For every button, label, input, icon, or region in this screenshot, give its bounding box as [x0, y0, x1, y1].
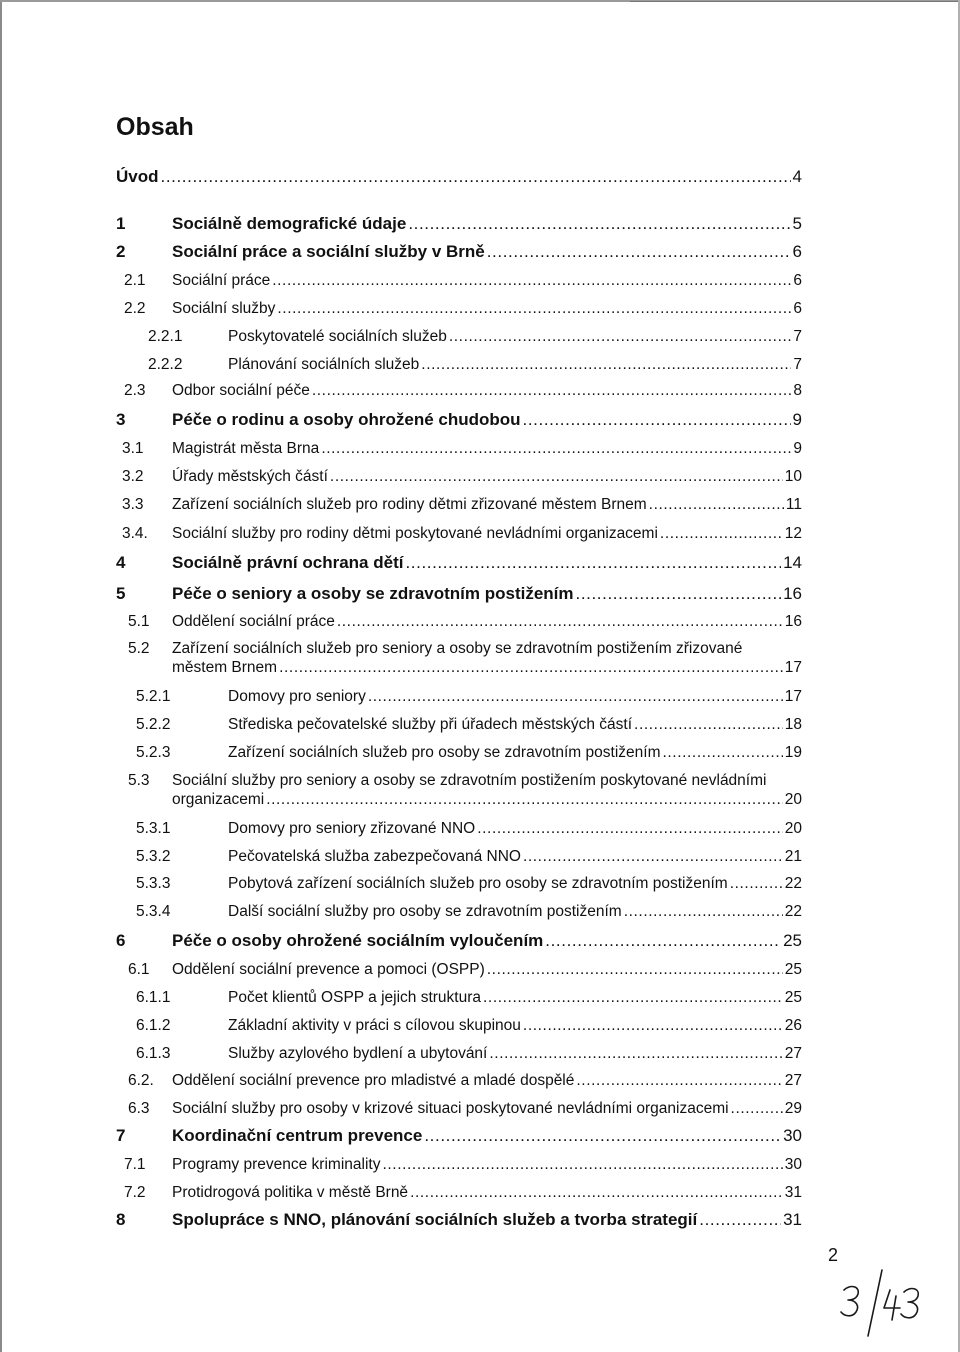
toc-entry[interactable] — [116, 1210, 802, 1229]
toc-entry[interactable] — [116, 410, 802, 429]
leader-dots — [730, 874, 783, 893]
toc-entry-label: Střediska pečovatelské služby při úřadech městských částí — [228, 716, 633, 733]
toc-entry-page: 5 — [792, 214, 802, 233]
toc-entry-page: 22 — [784, 875, 802, 892]
leader-dots — [699, 1210, 781, 1229]
toc-entry-page: 16 — [784, 613, 802, 630]
toc-entry-number: 3.3 — [122, 496, 144, 513]
toc-entry[interactable] — [116, 553, 802, 572]
toc-entry-label: Sociálně demografické údaje — [172, 214, 407, 233]
toc-entry-label: Úřady městských částí — [172, 468, 328, 485]
leader-dots — [576, 584, 782, 603]
toc-entry[interactable] — [116, 988, 802, 1007]
toc-entry-label: Péče o rodinu a osoby ohrožené chudobou — [172, 410, 521, 429]
toc-entry[interactable] — [116, 1183, 802, 1202]
toc-entry-number: 6.3 — [128, 1100, 150, 1117]
toc-entry-page: 16 — [783, 584, 802, 603]
toc-entry-page: 12 — [784, 525, 802, 542]
toc-entry[interactable] — [116, 743, 802, 762]
toc-entry-page: 11 — [785, 496, 802, 513]
toc-entry-page: 31 — [783, 1210, 802, 1229]
toc-entry-label: Počet klientů OSPP a jejich struktura — [228, 989, 482, 1006]
toc-entry[interactable] — [116, 1016, 802, 1035]
toc-entry[interactable] — [116, 931, 802, 950]
toc-entry-number: 6 — [116, 931, 126, 950]
toc-entry[interactable] — [116, 584, 802, 603]
toc-entry-page: 7 — [793, 356, 802, 373]
toc-entry-page: 29 — [784, 1100, 802, 1117]
scan-edge — [0, 0, 2, 1352]
toc-entry-label: Úvod — [116, 167, 159, 186]
toc-entry-page: 17 — [784, 688, 802, 705]
toc-entry-label: Další sociální služby pro osoby se zdravotním postižením — [228, 903, 622, 920]
toc-entry-label-continued: organizacemi — [172, 791, 265, 808]
toc-entry-label: Magistrát města Brna — [172, 440, 320, 457]
toc-entry[interactable] — [116, 1044, 802, 1063]
toc-entry-number: 8 — [116, 1210, 126, 1229]
toc-entry[interactable] — [116, 495, 802, 514]
leader-dots — [477, 819, 783, 838]
toc-entry[interactable] — [116, 439, 802, 458]
toc-entry[interactable] — [116, 771, 802, 811]
toc-entry-number: 3 — [116, 410, 126, 429]
leader-dots — [449, 327, 792, 346]
toc-entry-page: 7 — [793, 328, 802, 345]
toc-entry[interactable] — [116, 524, 802, 543]
toc-entry-label: Zařízení sociálních služeb pro seniory a osoby se zdravotním postižením zřizované — [172, 640, 743, 657]
toc-entry[interactable] — [116, 1071, 802, 1090]
toc-entry-label: Poskytovatelé sociálních služeb — [228, 328, 447, 345]
toc-entry-number: 6.1 — [128, 961, 150, 978]
leader-dots — [424, 1126, 781, 1145]
toc-entry[interactable] — [116, 819, 802, 838]
leader-dots — [330, 467, 783, 486]
toc-entry-number: 3.4. — [122, 525, 148, 542]
toc-entry-number: 5.3.3 — [136, 875, 171, 892]
toc-entry-number: 2 — [116, 242, 126, 261]
toc-entry-page: 10 — [784, 468, 802, 485]
toc-entry-page: 27 — [784, 1072, 802, 1089]
leader-dots — [660, 524, 783, 543]
toc-entry-page: 22 — [784, 903, 802, 920]
toc-entry[interactable] — [116, 902, 802, 921]
toc-entry-number: 7 — [116, 1126, 126, 1145]
leader-dots — [161, 167, 791, 186]
toc-entry-number: 5.1 — [128, 613, 150, 630]
scan-edge — [630, 1, 960, 2]
leader-dots — [266, 790, 783, 809]
toc-entry-page: 20 — [784, 791, 802, 808]
toc-entry-number: 5 — [116, 584, 126, 603]
leader-dots — [277, 299, 791, 318]
page-number: 2 — [828, 1245, 839, 1265]
leader-dots — [487, 242, 791, 261]
toc-entry-label-continued: městem Brnem — [172, 659, 278, 676]
leader-dots — [731, 1099, 783, 1118]
toc-entry[interactable] — [116, 715, 802, 734]
toc-entry-number: 5.3 — [128, 772, 150, 789]
toc-entry[interactable] — [116, 1126, 802, 1145]
toc-entry[interactable] — [116, 960, 802, 979]
handwritten-page-count — [838, 1262, 930, 1338]
toc-entry-label: Sociálně právní ochrana dětí — [172, 553, 404, 572]
leader-dots — [421, 355, 791, 374]
toc-entry-number: 2.2 — [124, 300, 146, 317]
toc-entry-label: Koordinační centrum prevence — [172, 1126, 423, 1145]
toc-entry-number: 2.2.2 — [148, 356, 183, 373]
toc-entry-page: 30 — [784, 1156, 802, 1173]
toc-entry[interactable] — [116, 612, 802, 631]
toc-entry-number: 5.2.2 — [136, 716, 171, 733]
leader-dots — [337, 612, 783, 631]
toc-entry-number: 5.3.1 — [136, 820, 171, 837]
toc-entry-number: 6.2. — [128, 1072, 154, 1089]
toc-entry-number: 5.2.1 — [136, 688, 171, 705]
toc-entry[interactable] — [116, 242, 802, 261]
toc-entry-number: 3.2 — [122, 468, 144, 485]
toc-entry-page: 27 — [784, 1045, 802, 1062]
toc-entry[interactable] — [116, 639, 802, 679]
toc-entry[interactable] — [116, 847, 802, 866]
leader-dots — [662, 743, 782, 762]
toc-entry-label: Sociální práce a sociální služby v Brně — [172, 242, 485, 261]
leader-dots — [382, 1155, 782, 1174]
toc-entry-number: 2.3 — [124, 382, 146, 399]
toc-entry-number: 7.2 — [124, 1184, 146, 1201]
toc-entry-label: Oddělení sociální prevence a pomoci (OSPP) — [172, 961, 485, 978]
toc-entry-page: 6 — [793, 300, 802, 317]
toc-entry-number: 2.2.1 — [148, 328, 183, 345]
toc-entry-label: Sociální práce — [172, 272, 271, 289]
toc-entry-number: 6.1.3 — [136, 1045, 171, 1062]
toc-entry[interactable] — [116, 687, 802, 706]
toc-entry[interactable] — [116, 1155, 802, 1174]
leader-dots — [545, 931, 781, 950]
toc-entry-label: Domovy pro seniory zřizované NNO — [228, 820, 476, 837]
toc-entry-page: 6 — [792, 242, 802, 261]
toc-entry-page: 25 — [783, 931, 802, 950]
toc-entry-label: Oddělení sociální prevence pro mladistvé a mladé dospělé — [172, 1072, 575, 1089]
toc-entry-label: Plánování sociálních služeb — [228, 356, 420, 373]
leader-dots — [321, 439, 791, 458]
toc-entry-number: 6.1.1 — [136, 989, 171, 1006]
leader-dots — [523, 847, 783, 866]
toc-entry-number: 5.2 — [128, 640, 150, 657]
leader-dots — [312, 381, 792, 400]
toc-entry-label: Programy prevence kriminality — [172, 1156, 381, 1173]
toc-entry[interactable] — [116, 381, 802, 400]
toc-entry-page: 25 — [784, 989, 802, 1006]
toc-entry-page: 18 — [784, 716, 802, 733]
toc-entry[interactable] — [116, 271, 802, 290]
toc-entry[interactable] — [116, 874, 802, 893]
leader-dots — [523, 1016, 783, 1035]
leader-dots — [410, 1183, 783, 1202]
toc-entry-label: Domovy pro seniory — [228, 688, 366, 705]
toc-entry-page: 20 — [784, 820, 802, 837]
toc-entry[interactable] — [116, 467, 802, 486]
toc-entry-number: 6.1.2 — [136, 1017, 171, 1034]
toc-entry[interactable] — [116, 327, 802, 346]
toc-entry-page: 9 — [793, 440, 802, 457]
toc-entry-number: 1 — [116, 214, 126, 233]
leader-dots — [489, 1044, 782, 1063]
toc-entry-page: 31 — [784, 1184, 802, 1201]
leader-dots — [483, 988, 783, 1007]
toc-entry-number: 5.2.3 — [136, 744, 171, 761]
toc-entry-label: Protidrogová politika v městě Brně — [172, 1184, 409, 1201]
leader-dots — [576, 1071, 782, 1090]
leader-dots — [487, 960, 783, 979]
toc-entry-label: Zařízení sociálních služeb pro osoby se zdravotním postižením — [228, 744, 661, 761]
toc-entry-number: 7.1 — [124, 1156, 146, 1173]
leader-dots — [523, 410, 791, 429]
toc-entry[interactable] — [116, 299, 802, 318]
leader-dots — [649, 495, 784, 514]
toc-entry-label: Sociální služby — [172, 300, 276, 317]
toc-entry[interactable] — [116, 1099, 802, 1118]
toc-entry-label: Služby azylového bydlení a ubytování — [228, 1045, 488, 1062]
toc-entry-label: Péče o osoby ohrožené sociálním vyloučením — [172, 931, 544, 950]
toc-entry-number: 5.3.4 — [136, 903, 171, 920]
toc-entry-page: 6 — [793, 272, 802, 289]
toc-entry-page: 25 — [784, 961, 802, 978]
toc-entry-label: Pečovatelská služba zabezpečovaná NNO — [228, 848, 521, 865]
leader-dots — [408, 214, 790, 233]
toc-entry-page: 19 — [784, 744, 802, 761]
toc-entry-page: 30 — [783, 1126, 802, 1145]
toc-entry-number: 2.1 — [124, 272, 146, 289]
toc-entry-page: 21 — [784, 848, 802, 865]
toc-entry-label: Péče o seniory a osoby se zdravotním postižením — [172, 584, 574, 603]
toc-entry-number: 4 — [116, 553, 126, 572]
leader-dots — [405, 553, 781, 572]
toc-entry-page: 8 — [793, 382, 802, 399]
toc-entry-label: Spolupráce s NNO, plánování sociálních služeb a tvorba strategií — [172, 1210, 698, 1229]
toc-entry-number: 5.3.2 — [136, 848, 171, 865]
toc-entry-page: 9 — [792, 410, 802, 429]
page-title: Obsah — [116, 113, 194, 141]
toc-entry[interactable] — [116, 214, 802, 233]
toc-entry-page: 4 — [792, 167, 802, 186]
leader-dots — [634, 715, 783, 734]
leader-dots — [624, 902, 783, 921]
toc-entry-label: Sociální služby pro seniory a osoby se zdravotním postižením poskytované nevládními — [172, 772, 767, 789]
toc-entry-label: Sociální služby pro osoby v krizové situaci poskytované nevládními organizacemi — [172, 1100, 729, 1117]
toc-entry-number: 3.1 — [122, 440, 144, 457]
leader-dots — [272, 271, 791, 290]
toc-entry-label: Základní aktivity v práci s cílovou skupinou — [228, 1017, 521, 1034]
leader-dots — [279, 658, 783, 677]
toc-entry[interactable] — [116, 167, 802, 186]
toc-entry-label: Oddělení sociální práce — [172, 613, 335, 630]
leader-dots — [368, 687, 783, 706]
toc-entry-label: Odbor sociální péče — [172, 382, 310, 399]
toc-entry-page: 14 — [783, 553, 802, 572]
toc-entry-label: Zařízení sociálních služeb pro rodiny dětmi zřizované městem Brnem — [172, 496, 647, 513]
toc-entry[interactable] — [116, 355, 802, 374]
toc-entry-page: 26 — [784, 1017, 802, 1034]
toc-entry-label: Pobytová zařízení sociálních služeb pro osoby se zdravotním postižením — [228, 875, 728, 892]
toc-entry-page: 17 — [784, 659, 802, 676]
toc-entry-label: Sociální služby pro rodiny dětmi poskytované nevládními organizacemi — [172, 525, 658, 542]
